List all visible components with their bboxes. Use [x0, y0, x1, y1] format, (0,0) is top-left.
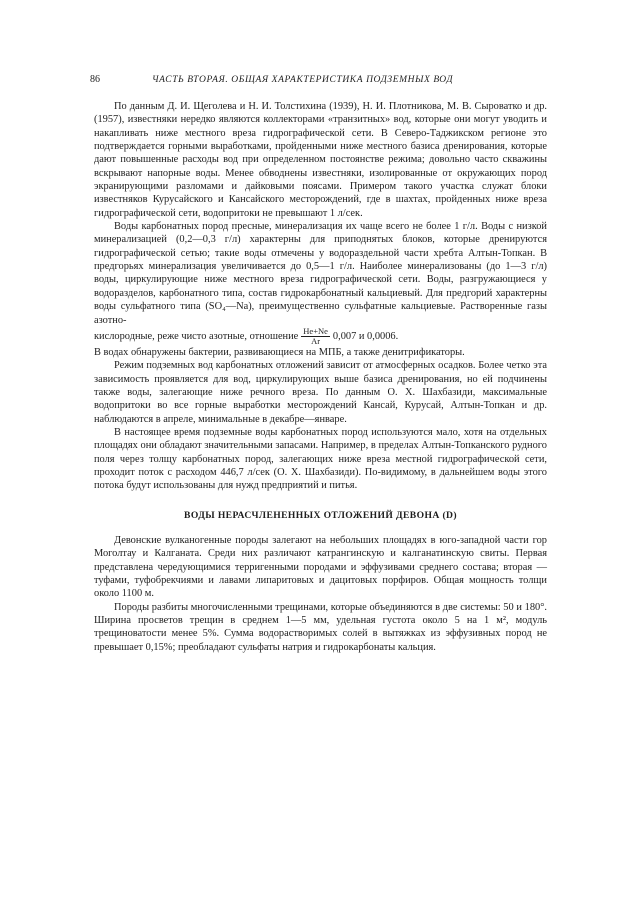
paragraph-carbonate-mineralization: Воды карбонатных пород пресные, минерализация их чаще всего не более 1 г/л. Воды с низкой минерализацией (0,2—0,3 г/л) характерны для приподнятых блоков, которые дренируются гидрографической сетью; такие воды отмечены у водораздельной части хребта Алтын-Топкан. В предгорьях минерализация увеличивается до 0,5—1 г/л. Наиболее минерализованы (до 1—3 г/л) воды, циркулирующие ниже местного вреза гидрографической сети. Воды, разгружающиеся у водоразделов, карбонатного типа, состав гидрокарбонатный кальциевый. Для предгорий характерны воды сульфатного типа (SO₄—Na), преимущественно сульфатные кальциевые. Растворенные газы азотно- — [94, 221, 547, 326]
paragraph-devon-rocks: Девонские вулканогенные породы залегают на небольших площадях в юго-западной части гор Моголтау и Калганата. Среди них различают катрангинскую и калганатинскую свиты. Первая представлена чередующимися терригенными породами и эффузивами среднего состава; вторая — туфами, туфобрекчиями и лавами липаритовых и дацитовых порфиров. Общая мощность толщи около 1100 м. — [94, 534, 547, 600]
fraction-numerator: He+Ne — [303, 325, 328, 336]
running-title: ЧАСТЬ ВТОРАЯ. ОБЩАЯ ХАРАКТЕРИСТИКА ПОДЗЕМНЫХ ВОД — [152, 75, 454, 85]
page-number: 86 — [90, 74, 100, 85]
paragraph-carbonate-collectors: По данным Д. И. Щеголева и Н. И. Толстихина (1939), Н. И. Плотникова, М. В. Сыроватко и др. (1957), известняки нередко являются коллекторами «транзитных» вод, которые они могут уводить и накапливать ниже местного вреза гидрографической сети. В Северо-Таджикском регионе это подтверждается горными выработками, пройденными ниже местного базиса дренирования, которые дают повышенные расходы вод при определенном постоянстве режима; довольно часто скважины вскрывают напорные воды. Менее обводнены известняки, изолированные от окружающих пород экранирующими разломами и дайковыми поясами. Примером такого участка служат блоки известняков Курусайского и Кансайского месторождений, где в шахтах, пройденных ниже вреза гидрографической сети, водопритоки не превышают 1 л/сек. — [94, 101, 547, 219]
paragraph-usage: В настоящее время подземные воды карбонатных пород используются мало, хотя на отдельных площадях они обладают значительными запасами. Например, в пределах Алтын-Топканского рудного поля через толщу карбонатных пород, залегающих ниже вреза местной гидрографической сети, проходит поток с расходом 446,7 л/сек (О. Х. Шахбазиди). По-видимому, в дальнейшем воды этого потока будут использованы для нужд предприятий и питья. — [94, 426, 547, 492]
body-text — [94, 100, 547, 654]
gas-ratio-line — [94, 327, 547, 346]
paragraph-regime: Режим подземных вод карбонатных отложений зависит от атмосферных осадков. Более четко эта зависимость проявляется для вод, циркулирующих выше базиса дренирования, но ей подчинены также воды, залегающие ниже речного вреза. По данным О. Х. Шахбазиди, максимальные водопритоки во все горные выработки месторождений Кансай, Курусай, Алтын-Топкан и др. наблюдаются в апреле, минимальные в декабре—январе. — [94, 360, 547, 425]
formula-lead-text: кислородные, реже чисто азотные, отношение — [94, 330, 299, 342]
paragraph-devon-fractures: Породы разбиты многочисленными трещинами, которые объединяются в две системы: 50 и 180°. Ширина просветов трещин в среднем 1—5 мм, удельная густота около 5 на 1 м², модуль трещиноватости менее 5%. Сумма водорастворимых солей в вытяжках из эффузивных пород не превышает 0,15%; преобладают сульфаты натрия и гидрокарбонаты кальция. — [94, 601, 547, 653]
fraction-denominator: Ar — [311, 335, 321, 346]
section-heading: ВОДЫ НЕРАСЧЛЕНЕННЫХ ОТЛОЖЕНИЙ ДЕВОНА (D) — [184, 509, 457, 521]
paragraph-bacteria: В водах обнаружены бактерии, развивающиеся на МПБ, а также денитрификаторы. — [94, 346, 465, 358]
formula-values: 0,007 и 0,0006. — [332, 330, 399, 342]
gas-ratio-fraction — [301, 327, 330, 346]
